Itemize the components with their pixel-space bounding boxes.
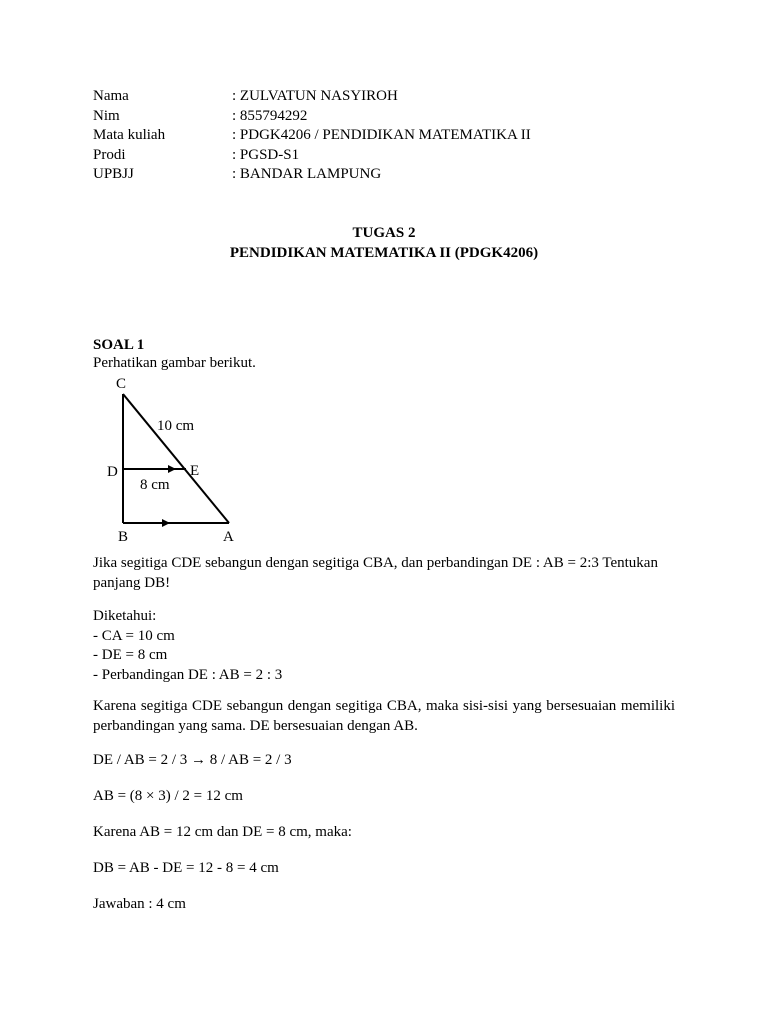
known-heading: Diketahui:: [93, 608, 157, 624]
identity-row-nim: [93, 107, 675, 127]
identity-row-upbjj: [93, 165, 675, 185]
identity-value: : PGSD-S1: [232, 146, 300, 163]
step-1: DE / AB = 2 / 3 → 8 / AB = 2 / 3: [93, 752, 292, 768]
label-a: A: [223, 529, 234, 544]
step-4: DB = AB - DE = 12 - 8 = 4 cm: [93, 860, 279, 876]
question-text: Jika segitiga CDE sebangun dengan segitiga CBA, dan perbandingan DE : AB = 2:3 Tentukan panjang DB!: [93, 555, 658, 591]
step-3: Karena AB = 12 cm dan DE = 8 cm, maka:: [93, 824, 352, 840]
label-e: E: [190, 463, 200, 479]
answer-text: Jawaban : 4 cm: [93, 896, 186, 912]
label-c: C: [116, 376, 127, 392]
label-b: B: [118, 529, 129, 544]
identity-label: Mata kuliah: [93, 127, 166, 143]
label-de-length: 8 cm: [140, 477, 170, 493]
identity-value: : BANDAR LAMPUNG: [232, 166, 382, 182]
identity-label: UPBJJ: [93, 166, 134, 182]
identity-value: : PDGK4206 / PENDIDIKAN MATEMATIKA II: [232, 127, 531, 143]
known-block: [93, 607, 675, 685]
label-d: D: [107, 464, 118, 480]
identity-label: Nim: [93, 107, 120, 124]
identity-row-prodi: [93, 146, 675, 166]
segment-ca: [123, 394, 229, 523]
identity-row-mata-kuliah: [93, 126, 675, 146]
step-2: AB = (8 × 3) / 2 = 12 cm: [93, 788, 243, 804]
known-item: - Perbandingan DE : AB = 2 : 3: [93, 666, 283, 683]
identity-label: Prodi: [93, 146, 126, 163]
arrow-de-icon: [168, 465, 176, 473]
identity-label: Nama: [93, 88, 129, 104]
identity-block: [93, 87, 675, 185]
identity-value: : 855794292: [232, 107, 308, 124]
identity-value: : ZULVATUN NASYIROH: [232, 88, 398, 104]
identity-row-nama: [93, 87, 675, 107]
label-ce-length: 10 cm: [157, 418, 195, 434]
reason-text: Karena segitiga CDE sebangun dengan segitiga CBA, maka sisi-sisi yang bersesuaian memiliki perbandingan yang sama. DE bersesuaian dengan AB.: [93, 698, 675, 734]
known-item: - DE = 8 cm: [93, 647, 168, 663]
title-line-2: PENDIDIKAN MATEMATIKA II (PDGK4206): [229, 245, 539, 261]
triangle-figure: [100, 372, 250, 544]
soal-heading: SOAL 1: [93, 337, 145, 353]
known-item: - CA = 10 cm: [93, 627, 175, 644]
title-line-1: TUGAS 2: [352, 225, 416, 241]
arrow-ba-icon: [162, 519, 170, 527]
soal-intro: Perhatikan gambar berikut.: [93, 355, 256, 371]
